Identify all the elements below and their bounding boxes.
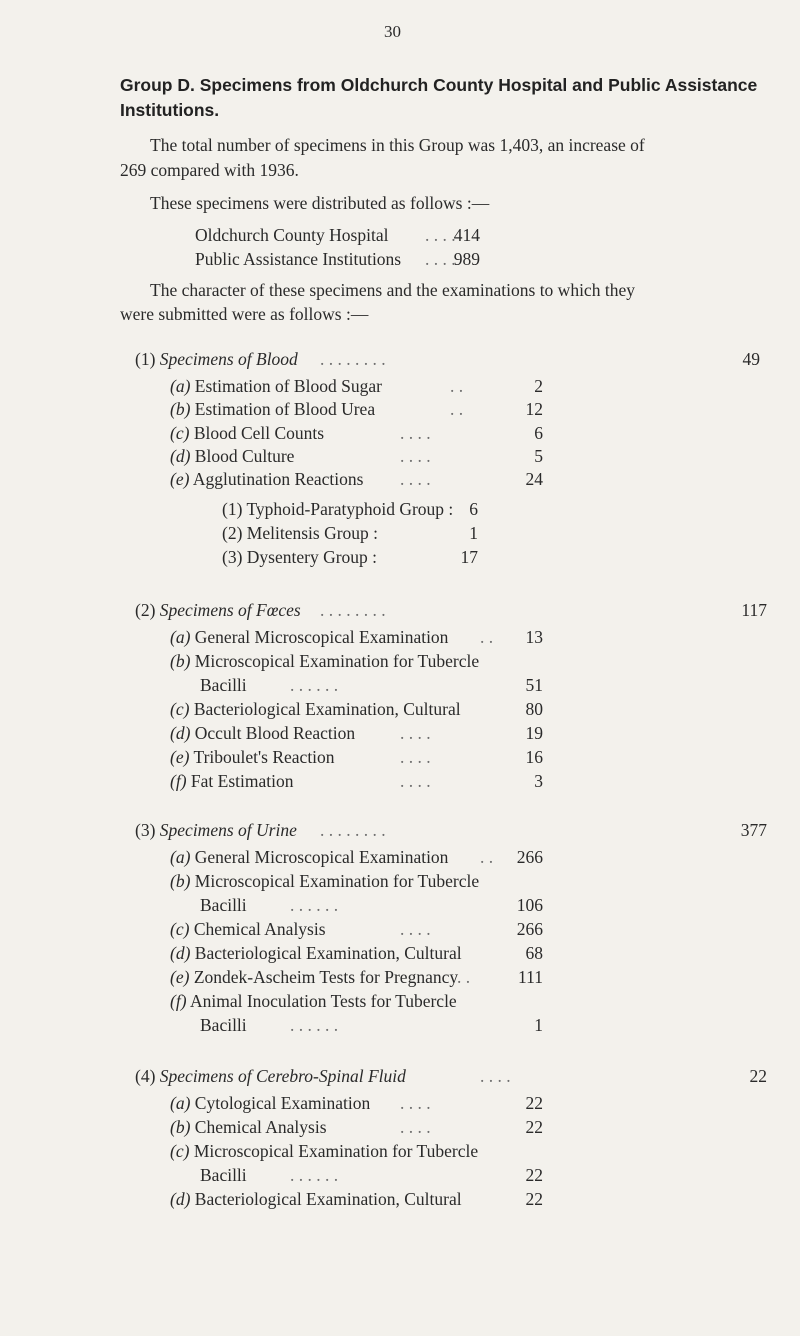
item-text: Triboulet's Reaction — [193, 747, 335, 767]
leader-dots: . . — [480, 627, 494, 647]
list-item — [170, 871, 479, 892]
leader-dots: . . . . — [425, 225, 456, 245]
leader-dots: . . — [450, 399, 464, 419]
leader-dots: . . — [480, 847, 494, 867]
item-letter: (b) — [170, 871, 191, 891]
leader-dots: . . . . — [400, 423, 431, 443]
list-item — [170, 943, 462, 964]
distributed-paragraph: These specimens were distributed as follows :— — [150, 193, 490, 213]
heading-line-2: Institutions. — [120, 100, 220, 120]
item-value: 5 — [534, 446, 543, 466]
item-letter: (f) — [170, 991, 187, 1011]
leader-dots: . . . . — [400, 771, 431, 791]
item-value: 51 — [525, 675, 543, 695]
item-text: General Microscopical Examination — [194, 847, 449, 867]
item-text: Estimation of Blood Urea — [194, 399, 376, 419]
item-letter: (e) — [170, 967, 190, 987]
page-number: 30 — [384, 22, 401, 41]
item-value: 3 — [534, 771, 543, 791]
item-text: Bacteriological Examination, Cultural — [193, 699, 461, 719]
list-item — [170, 446, 294, 467]
sub-item: (2) Melitensis Group : — [222, 523, 379, 543]
sub-item-value: 6 — [469, 499, 478, 519]
list-item — [170, 1117, 327, 1138]
section-title-csf — [135, 1066, 406, 1087]
distribution-value: 414 — [453, 225, 480, 245]
distribution-label: Public Assistance Institutions — [195, 249, 402, 269]
list-item — [170, 399, 375, 420]
section-number: (4) — [135, 1066, 156, 1086]
item-text: Microscopical Examination for Tubercle — [194, 651, 480, 671]
list-item — [170, 747, 335, 768]
leader-dots: . . — [450, 376, 464, 396]
total-paragraph-line-2: 269 compared with 1936. — [120, 160, 299, 180]
leader-dots: . . . . — [400, 1093, 431, 1113]
item-continuation: Bacilli — [200, 895, 247, 915]
leader-dots: . . . . . . — [290, 1015, 339, 1035]
item-letter: (a) — [170, 376, 191, 396]
item-letter: (b) — [170, 1117, 191, 1137]
leader-dots: . . . . . . . . — [320, 600, 386, 620]
list-item — [170, 651, 479, 672]
section-title-faeces — [135, 600, 301, 621]
item-continuation: Bacilli — [200, 1015, 247, 1035]
sub-item: (1) Typhoid-Paratyphoid Group : — [222, 499, 454, 519]
item-text: Occult Blood Reaction — [194, 723, 356, 743]
sub-item-value: 1 — [469, 523, 478, 543]
distribution-value: 989 — [453, 249, 480, 269]
item-value: 266 — [516, 919, 543, 939]
section-total: 22 — [749, 1066, 767, 1086]
section-total: 49 — [742, 349, 760, 369]
item-text: Bacteriological Examination, Cultural — [194, 943, 462, 963]
leader-dots: . . . . . . — [290, 895, 339, 915]
item-value: 13 — [525, 627, 543, 647]
leader-dots: . . . . . . — [290, 1165, 339, 1185]
list-item — [170, 699, 461, 720]
item-value: 1 — [534, 1015, 543, 1035]
item-value: 16 — [525, 747, 543, 767]
total-paragraph-line-1: The total number of specimens in this Group was 1,403, an increase of — [150, 135, 645, 155]
item-letter: (e) — [170, 747, 190, 767]
section-title-urine — [135, 820, 297, 841]
item-letter: (a) — [170, 847, 191, 867]
leader-dots: . . — [456, 967, 471, 987]
leader-dots: . . . . — [400, 469, 431, 489]
section-title-blood — [135, 349, 298, 370]
item-letter: (f) — [170, 771, 187, 791]
leader-dots: . . . . — [400, 919, 431, 939]
list-item — [170, 771, 293, 792]
item-letter: (b) — [170, 651, 191, 671]
item-value: 6 — [534, 423, 543, 443]
list-item — [170, 723, 355, 744]
leader-dots: . . . . — [400, 1117, 431, 1137]
section-title-text: Specimens of Cerebro-Spinal Fluid — [159, 1066, 406, 1086]
list-item — [170, 469, 363, 490]
sub-item: (3) Dysentery Group : — [222, 547, 378, 567]
section-number: (1) — [135, 349, 156, 369]
section-title-text: Specimens of Fœces — [159, 600, 301, 620]
item-text: General Microscopical Examination — [194, 627, 449, 647]
item-letter: (c) — [170, 423, 190, 443]
item-value: 80 — [525, 699, 543, 719]
item-letter: (d) — [170, 943, 191, 963]
character-paragraph-line-1: The character of these specimens and the examinations to which they — [150, 280, 635, 300]
item-value: 22 — [525, 1189, 543, 1209]
item-letter: (c) — [170, 919, 190, 939]
section-total: 377 — [740, 820, 767, 840]
distribution-label: Oldchurch County Hospital — [195, 225, 389, 245]
item-value: 2 — [534, 376, 543, 396]
sub-item-value: 17 — [460, 547, 478, 567]
item-value: 22 — [525, 1093, 543, 1113]
section-number: (2) — [135, 600, 156, 620]
leader-dots: . . . . — [480, 1066, 511, 1086]
item-letter: (c) — [170, 699, 190, 719]
item-letter: (e) — [170, 469, 190, 489]
item-continuation: Bacilli — [200, 675, 247, 695]
list-item — [170, 1141, 478, 1162]
character-paragraph-line-2: were submitted were as follows :— — [120, 304, 369, 324]
list-item — [170, 967, 470, 988]
list-item — [170, 1093, 370, 1114]
list-item — [170, 847, 448, 868]
item-text: Animal Inoculation Tests for Tubercle — [189, 991, 457, 1011]
item-letter: (d) — [170, 1189, 191, 1209]
item-value: 111 — [518, 967, 543, 987]
item-value: 22 — [525, 1117, 543, 1137]
item-letter: (a) — [170, 1093, 191, 1113]
item-text: Zondek-Ascheim Tests for Pregnancy — [193, 967, 457, 987]
section-total: 117 — [741, 600, 767, 620]
item-text: Agglutination Reactions — [192, 469, 364, 489]
item-letter: (b) — [170, 399, 191, 419]
item-value: 19 — [525, 723, 543, 743]
item-text: Chemical Analysis — [193, 919, 326, 939]
item-text: Microscopical Examination for Tubercle — [194, 871, 480, 891]
item-letter: (d) — [170, 446, 191, 466]
list-item — [170, 991, 457, 1012]
leader-dots: . . . . . . . . — [320, 820, 386, 840]
leader-dots: . . . . — [400, 747, 431, 767]
item-value: 12 — [525, 399, 543, 419]
list-item — [170, 1189, 462, 1210]
leader-dots: . . . . — [400, 723, 431, 743]
section-number: (3) — [135, 820, 156, 840]
item-text: Microscopical Examination for Tubercle — [193, 1141, 479, 1161]
section-title-text: Specimens of Blood — [159, 349, 298, 369]
section-title-text: Specimens of Urine — [159, 820, 297, 840]
item-text: Chemical Analysis — [194, 1117, 327, 1137]
item-letter: (a) — [170, 627, 191, 647]
item-text: Estimation of Blood Sugar — [194, 376, 382, 396]
item-value: 68 — [525, 943, 543, 963]
list-item — [170, 423, 324, 444]
item-text: Bacteriological Examination, Cultural — [194, 1189, 462, 1209]
item-value: 266 — [516, 847, 543, 867]
leader-dots: . . . . — [400, 446, 431, 466]
item-text: Blood Cell Counts — [193, 423, 325, 443]
list-item — [170, 919, 326, 940]
item-value: 22 — [525, 1165, 543, 1185]
item-text: Blood Culture — [194, 446, 295, 466]
item-value: 24 — [525, 469, 543, 489]
item-continuation: Bacilli — [200, 1165, 247, 1185]
item-text: Cytological Examination — [194, 1093, 371, 1113]
leader-dots: . . . . . . — [290, 675, 339, 695]
leader-dots: . . . . — [425, 249, 456, 269]
item-value: 106 — [516, 895, 543, 915]
item-text: Fat Estimation — [190, 771, 294, 791]
leader-dots: . . . . . . . . — [320, 349, 386, 369]
heading-line-1: Group D. Specimens from Oldchurch County Hospital and Public Assistance — [120, 75, 758, 95]
list-item — [170, 627, 448, 648]
item-letter: (c) — [170, 1141, 190, 1161]
list-item — [170, 376, 382, 397]
item-letter: (d) — [170, 723, 191, 743]
